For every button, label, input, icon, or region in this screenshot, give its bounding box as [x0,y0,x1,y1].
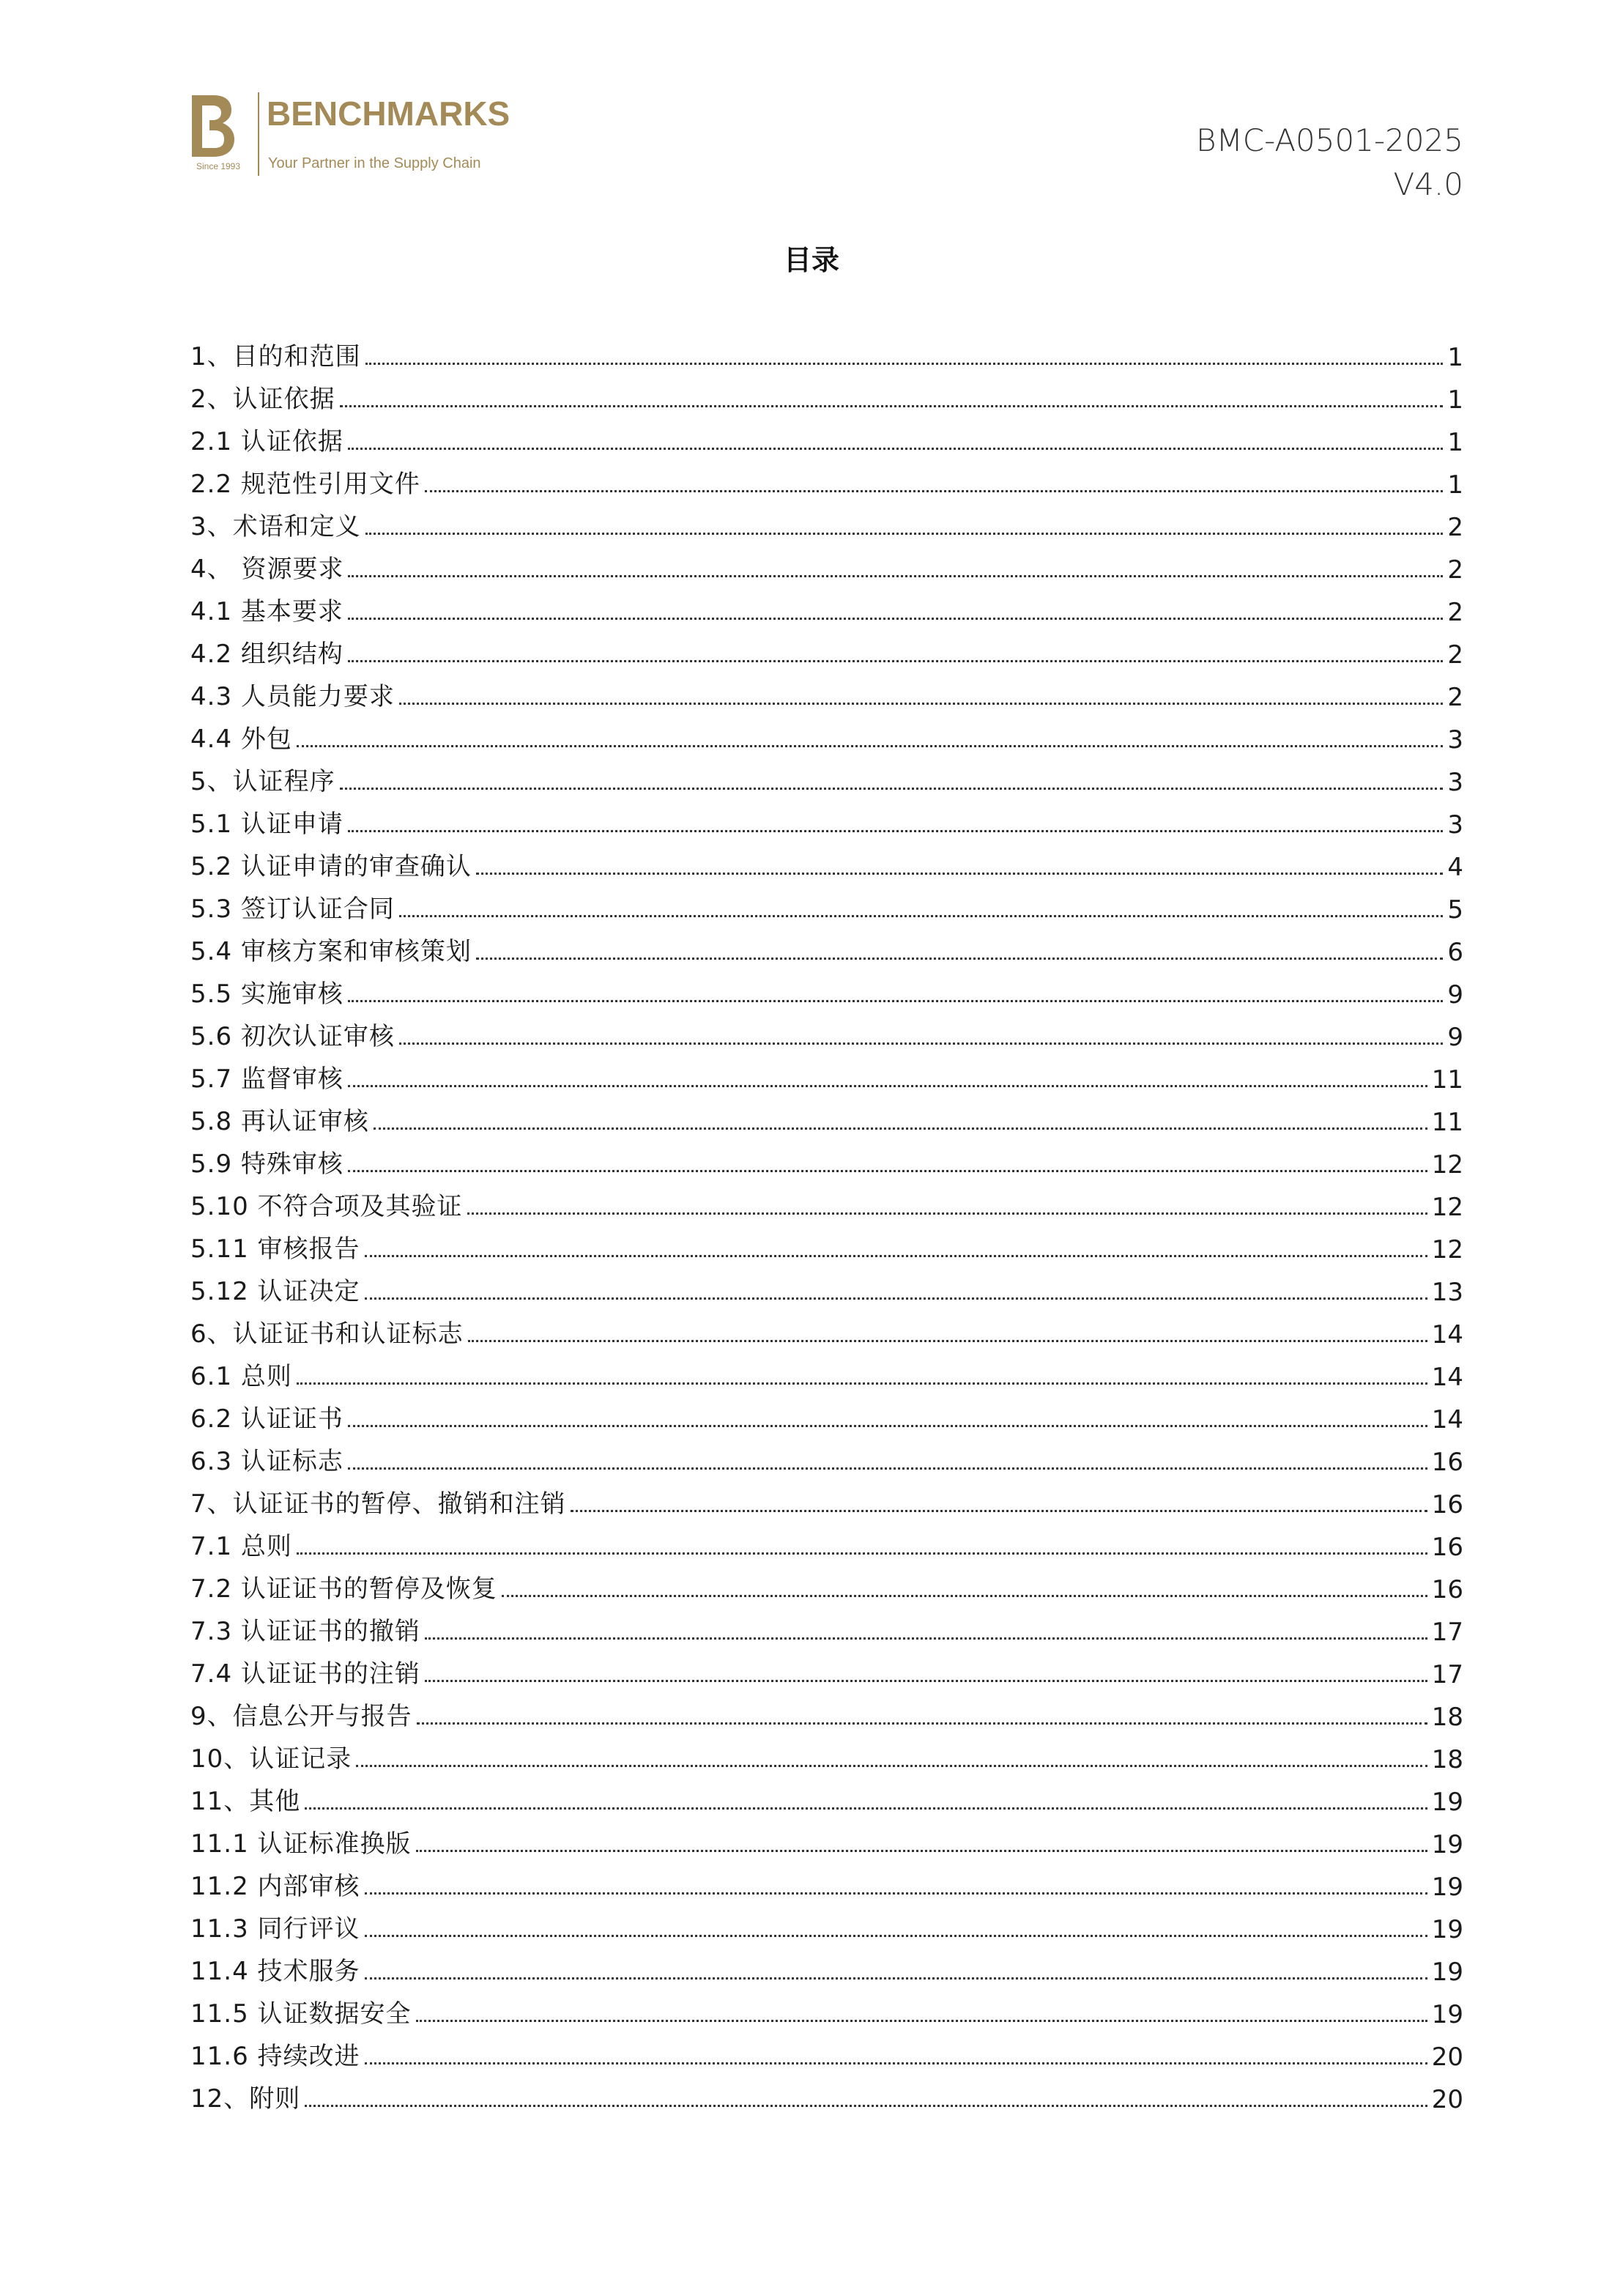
toc-entry-label: 5.2 认证申请的审查确认 [190,852,472,881]
toc-entry[interactable] [190,542,1463,585]
toc-leader-dots [365,2062,1427,2064]
toc-leader-dots [416,2020,1427,2022]
toc-leader-dots [365,1297,1427,1300]
toc-entry[interactable] [190,1392,1463,1434]
document-code: BMC-A0501-2025 [1196,122,1463,158]
toc-entry-label: 6.2 认证证书 [190,1404,343,1434]
toc-entry-page-number: 3 [1447,725,1463,755]
toc-entry-page-number: 20 [1431,2085,1463,2114]
toc-entry-label: 2.2 规范性引用文件 [190,470,420,499]
toc-entry-label: 7.2 认证证书的暂停及恢复 [190,1574,497,1604]
toc-entry-page-number: 2 [1447,598,1463,627]
toc-entry-label: 1、目的和范围 [190,342,361,371]
toc-entry-page-number: 13 [1431,1278,1463,1307]
toc-entry-label: 11.2 内部审核 [190,1872,360,1901]
toc-entry-label: 5、认证程序 [190,767,335,796]
toc-entry[interactable] [190,755,1463,797]
toc-entry-page-number: 1 [1447,428,1463,457]
toc-entry[interactable] [190,2029,1463,2072]
logo-tagline: Your Partner in the Supply Chain [268,155,481,171]
toc-leader-dots [417,1722,1427,1725]
toc-entry-page-number: 1 [1447,343,1463,372]
toc-entry-page-number: 16 [1431,1575,1463,1604]
toc-entry-label: 6.1 总则 [190,1362,292,1391]
toc-entry-label: 5.4 审核方案和审核策划 [190,937,472,966]
toc-entry-page-number: 14 [1431,1363,1463,1392]
toc-entry[interactable] [190,797,1463,840]
toc-entry-label: 11.1 认证标准换版 [190,1829,412,1859]
toc-entry-label: 4.2 组织结构 [190,640,343,669]
toc-leader-dots [365,1892,1427,1895]
toc-entry[interactable] [190,925,1463,967]
toc-leader-dots [365,1935,1427,1937]
toc-entry[interactable] [190,1689,1463,1732]
toc-entry-label: 5.5 实施审核 [190,979,343,1009]
toc-entry[interactable] [190,372,1463,415]
toc-entry[interactable] [190,712,1463,755]
toc-entry-page-number: 19 [1431,1830,1463,1859]
toc-entry-page-number: 18 [1431,1745,1463,1774]
toc-entry-label: 7、认证证书的暂停、撤销和注销 [190,1489,566,1519]
toc-entry[interactable] [190,1434,1463,1477]
document-version: V4.0 [1393,166,1463,202]
toc-entry-page-number: 17 [1431,1660,1463,1689]
table-of-contents [190,330,1463,2114]
toc-leader-dots [365,1977,1427,1980]
toc-entry[interactable] [190,882,1463,925]
toc-entry-label: 11.3 同行评议 [190,1914,360,1944]
toc-entry-page-number: 17 [1431,1618,1463,1647]
toc-leader-dots [476,873,1443,875]
toc-entry-page-number: 12 [1431,1193,1463,1222]
toc-entry-label: 12、附则 [190,2084,301,2114]
toc-entry[interactable] [190,840,1463,882]
toc-leader-dots [356,1765,1427,1767]
toc-entry[interactable] [190,1732,1463,1774]
toc-leader-dots [348,1085,1427,1087]
toc-entry-label: 5.7 监督审核 [190,1064,343,1094]
toc-entry[interactable] [190,1647,1463,1689]
toc-leader-dots [348,448,1443,450]
toc-entry[interactable] [190,1562,1463,1604]
toc-entry-page-number: 1 [1447,470,1463,500]
toc-leader-dots [348,660,1443,662]
toc-entry[interactable] [190,1222,1463,1264]
toc-entry-page-number: 11 [1431,1108,1463,1137]
toc-entry-label: 4.1 基本要求 [190,597,343,626]
toc-entry-page-number: 6 [1447,938,1463,967]
toc-entry[interactable] [190,1052,1463,1095]
toc-entry-label: 5.1 认证申请 [190,810,343,839]
toc-entry-page-number: 9 [1447,1023,1463,1052]
toc-entry[interactable] [190,585,1463,627]
toc-entry-label: 11.5 认证数据安全 [190,1999,412,2029]
toc-leader-dots [365,533,1444,535]
logo-since-text: Since 1993 [196,161,241,171]
toc-entry[interactable] [190,1180,1463,1222]
toc-entry[interactable] [190,1604,1463,1647]
toc-leader-dots [348,1170,1427,1172]
toc-entry-page-number: 2 [1447,640,1463,670]
toc-entry-page-number: 3 [1447,768,1463,797]
toc-entry-page-number: 20 [1431,2043,1463,2072]
toc-leader-dots [348,830,1443,832]
toc-entry-page-number: 16 [1431,1448,1463,1477]
toc-entry-page-number: 19 [1431,1915,1463,1944]
toc-entry[interactable] [190,967,1463,1010]
toc-entry-label: 9、信息公开与报告 [190,1702,412,1731]
toc-entry-page-number: 16 [1431,1490,1463,1519]
toc-entry-page-number: 19 [1431,2000,1463,2029]
toc-entry-label: 5.6 初次认证审核 [190,1022,395,1051]
toc-entry[interactable] [190,1477,1463,1519]
toc-entry-page-number: 19 [1431,1958,1463,1987]
logo-wordmark: BENCHMARKS [267,95,510,133]
toc-entry-page-number: 5 [1447,895,1463,925]
toc-entry-label: 5.8 再认证审核 [190,1107,369,1136]
toc-entry[interactable] [190,1349,1463,1392]
toc-entry[interactable] [190,1519,1463,1562]
toc-leader-dots [297,1552,1427,1555]
company-logo [189,91,526,179]
toc-entry-page-number: 2 [1447,683,1463,712]
toc-leader-dots [305,1807,1427,1810]
toc-leader-dots [425,1637,1427,1640]
toc-leader-dots [365,363,1444,365]
toc-entry-label: 6.3 认证标志 [190,1447,343,1476]
toc-entry[interactable] [190,1817,1463,1859]
toc-leader-dots [399,703,1443,705]
toc-entry-page-number: 19 [1431,1873,1463,1902]
toc-entry-label: 4、 资源要求 [190,555,344,584]
toc-entry-page-number: 12 [1431,1150,1463,1180]
toc-entry[interactable] [190,1095,1463,1137]
toc-leader-dots [416,1850,1427,1852]
toc-leader-dots [348,575,1443,577]
toc-leader-dots [468,1340,1427,1342]
toc-entry-label: 11、其他 [190,1787,301,1816]
toc-leader-dots [399,1043,1443,1045]
toc-entry[interactable] [190,1010,1463,1052]
toc-leader-dots [425,1680,1427,1682]
toc-entry-label: 2.1 认证依据 [190,427,343,456]
toc-entry-label: 11.4 技术服务 [190,1957,360,1986]
toc-title: 目录 [783,244,839,276]
toc-leader-dots [571,1510,1427,1512]
toc-entry[interactable] [190,457,1463,500]
logo-divider [258,92,259,176]
toc-leader-dots [340,788,1444,790]
toc-leader-dots [348,618,1443,620]
toc-entry[interactable] [190,330,1463,372]
toc-entry[interactable] [190,500,1463,542]
toc-entry-page-number: 14 [1431,1405,1463,1434]
toc-entry-label: 10、认证记录 [190,1744,352,1774]
toc-entry-label: 5.9 特殊审核 [190,1149,343,1179]
toc-leader-dots [297,1382,1427,1385]
toc-entry-page-number: 1 [1447,385,1463,415]
toc-entry-page-number: 16 [1431,1533,1463,1562]
toc-leader-dots [425,490,1443,492]
toc-entry-label: 5.10 不符合项及其验证 [190,1192,463,1221]
toc-leader-dots [502,1595,1427,1597]
toc-leader-dots [340,405,1444,407]
toc-entry-label: 5.3 签订认证合同 [190,895,395,924]
toc-entry-page-number: 11 [1431,1065,1463,1095]
toc-leader-dots [476,958,1443,960]
toc-leader-dots [374,1127,1427,1130]
toc-entry-label: 2、认证依据 [190,385,335,414]
toc-leader-dots [348,1000,1443,1002]
toc-entry-label: 5.11 审核报告 [190,1234,360,1264]
toc-entry[interactable] [190,670,1463,712]
toc-entry[interactable] [190,2072,1463,2114]
toc-entry-page-number: 19 [1431,1788,1463,1817]
toc-leader-dots [348,1425,1427,1427]
toc-entry[interactable] [190,1859,1463,1902]
toc-entry[interactable] [190,415,1463,457]
toc-entry[interactable] [190,1987,1463,2029]
toc-entry[interactable] [190,1902,1463,1944]
toc-entry-page-number: 4 [1447,853,1463,882]
toc-entry-page-number: 2 [1447,555,1463,585]
toc-leader-dots [297,745,1443,747]
document-number-block [1196,119,1463,207]
toc-leader-dots [365,1255,1427,1257]
toc-leader-dots [305,2105,1427,2107]
toc-entry-label: 4.3 人员能力要求 [190,682,395,711]
toc-entry-page-number: 3 [1447,810,1463,840]
toc-entry-page-number: 12 [1431,1235,1463,1264]
toc-entry-page-number: 14 [1431,1320,1463,1349]
toc-entry-label: 7.3 认证证书的撤销 [190,1617,420,1646]
toc-entry-label: 4.4 外包 [190,725,292,754]
toc-entry[interactable] [190,1137,1463,1180]
toc-leader-dots [467,1212,1427,1215]
benchmarks-logo-icon [189,91,237,164]
toc-entry-label: 5.12 认证决定 [190,1277,360,1306]
toc-entry-label: 6、认证证书和认证标志 [190,1319,464,1349]
toc-leader-dots [348,1467,1427,1470]
toc-entry[interactable] [190,1307,1463,1349]
toc-entry-page-number: 2 [1447,513,1463,542]
toc-entry-label: 7.4 认证证书的注销 [190,1659,420,1689]
toc-entry-page-number: 18 [1431,1703,1463,1732]
toc-entry[interactable] [190,627,1463,670]
toc-entry-label: 11.6 持续改进 [190,2042,360,2071]
toc-entry[interactable] [190,1944,1463,1987]
toc-entry[interactable] [190,1774,1463,1817]
toc-entry[interactable] [190,1264,1463,1307]
toc-entry-label: 3、术语和定义 [190,512,361,541]
toc-entry-page-number: 9 [1447,980,1463,1010]
toc-entry-label: 7.1 总则 [190,1532,292,1561]
toc-leader-dots [399,915,1443,917]
